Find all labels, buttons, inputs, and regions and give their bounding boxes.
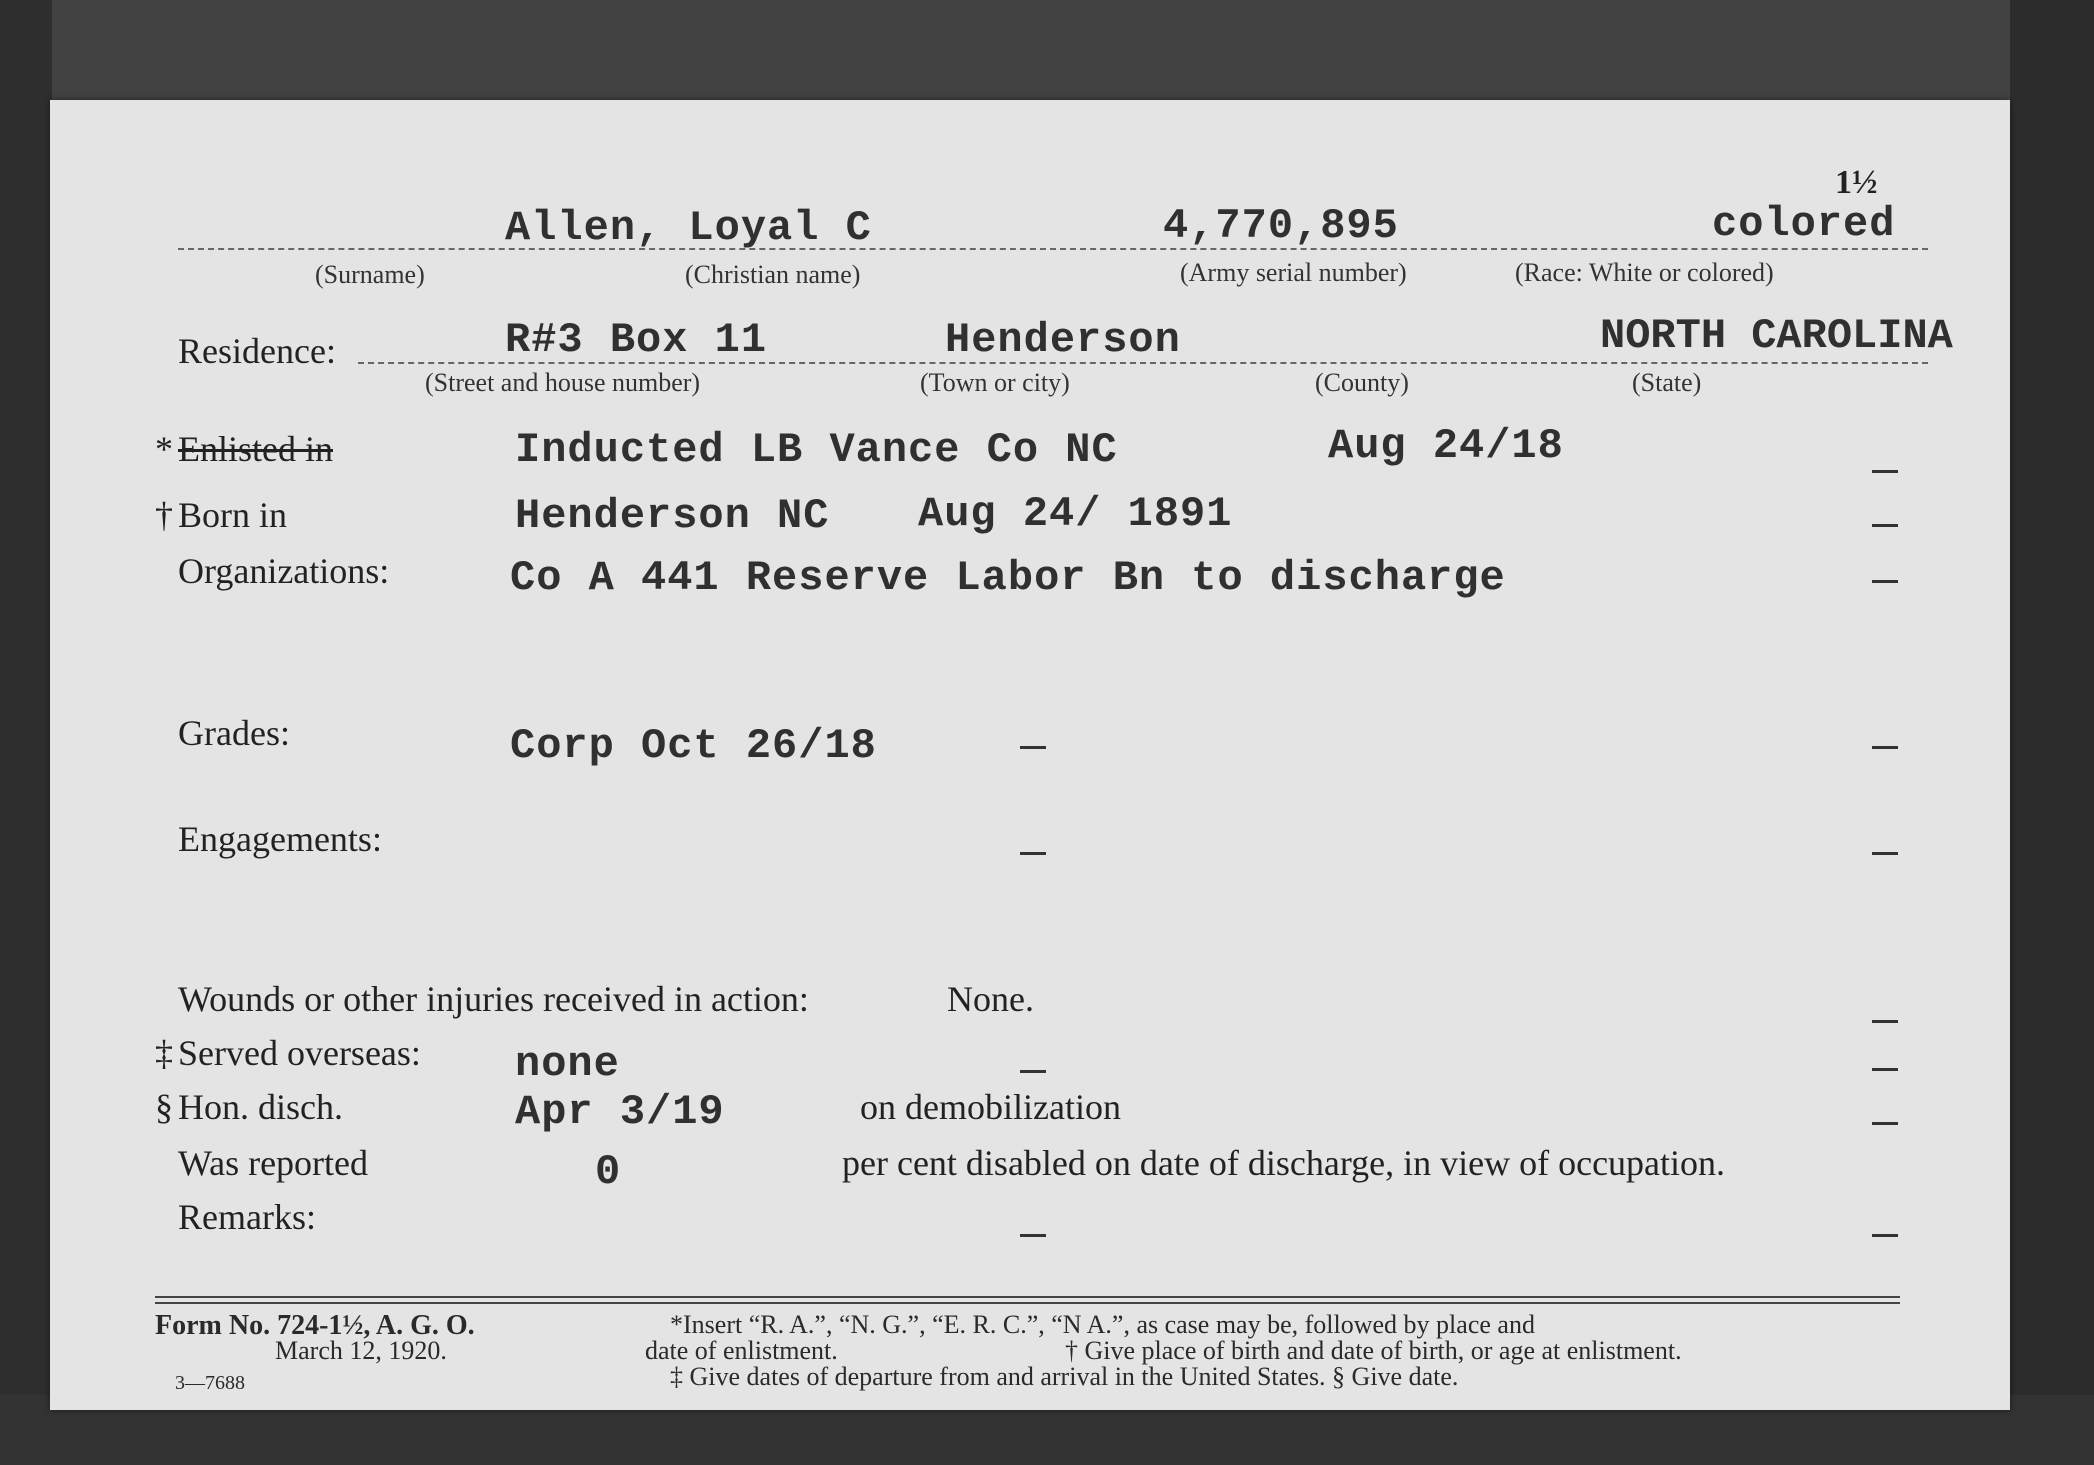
dash-remarks-mid — [1020, 1234, 1046, 1237]
grades-label: Grades: — [178, 713, 290, 753]
army-serial-number: 4,770,895 — [1163, 202, 1399, 250]
dash-engagements — [1872, 852, 1898, 855]
enlisted-label: Enlisted in — [178, 429, 333, 469]
fraction-mark: 1½ — [1835, 164, 1878, 201]
residence-state: NORTH CAROLINA — [1600, 312, 1953, 360]
dash-grades-mid — [1020, 746, 1046, 749]
hon-disch-reason: on demobilization — [860, 1087, 1121, 1127]
caption-christian-name: (Christian name) — [685, 260, 861, 289]
footnote-2b: † Give place of birth and date of birth, or age at enlistment. — [1065, 1336, 1682, 1365]
dash-overseas-2 — [1872, 1068, 1898, 1071]
dash-born — [1872, 524, 1898, 527]
born-date: Aug 24/ 1891 — [918, 490, 1233, 538]
born-mark: † — [155, 495, 173, 535]
enlisted-value: Inducted LB Vance Co NC — [515, 426, 1118, 474]
caption-surname: (Surname) — [315, 260, 425, 289]
reported-label: Was reported — [178, 1143, 369, 1183]
reported-value: 0 — [595, 1148, 622, 1196]
engagements-label: Engagements: — [178, 819, 382, 859]
overseas-label: Served overseas: — [178, 1033, 421, 1073]
dash-hon-disch — [1872, 1122, 1898, 1125]
grades-value: Corp Oct 26/18 — [510, 722, 877, 770]
footer-rule-2 — [155, 1302, 1900, 1304]
background-right — [2010, 0, 2094, 1465]
wounds-label: Wounds or other injuries received in action: — [178, 979, 809, 1019]
caption-county: (County) — [1315, 368, 1409, 397]
dash-overseas-mid — [1020, 1070, 1046, 1073]
born-place: Henderson NC — [515, 492, 830, 540]
caption-street: (Street and house number) — [425, 368, 701, 397]
form-date: March 12, 1920. — [275, 1336, 447, 1365]
footnote-2a: date of enlistment. — [645, 1336, 838, 1365]
print-code: 3—7688 — [175, 1372, 245, 1394]
overseas-value: none — [515, 1040, 620, 1088]
dash-engagements-mid — [1020, 852, 1046, 855]
wounds-value: None. — [947, 979, 1034, 1019]
caption-race: (Race: White or colored) — [1515, 258, 1774, 287]
dash-overseas — [1872, 1020, 1898, 1023]
caption-serial: (Army serial number) — [1180, 258, 1407, 287]
hon-disch-mark: § — [155, 1087, 173, 1127]
enlisted-date: Aug 24/18 — [1328, 422, 1564, 470]
hon-disch-date: Apr 3/19 — [515, 1088, 725, 1136]
organizations-label: Organizations: — [178, 551, 390, 591]
hon-disch-label: Hon. disch. — [178, 1087, 343, 1127]
remarks-label: Remarks: — [178, 1197, 316, 1237]
dash-grades — [1872, 746, 1898, 749]
born-label: Born in — [178, 495, 288, 535]
dash-enlisted — [1872, 470, 1898, 473]
dash-organizations — [1872, 580, 1898, 583]
dash-remarks — [1872, 1234, 1898, 1237]
footer-rule-1 — [155, 1296, 1900, 1298]
overseas-mark: ‡ — [155, 1033, 173, 1073]
header-dotted-line — [178, 248, 1928, 250]
footnote-3: ‡ Give dates of departure from and arrival in the United States. § Give date. — [670, 1362, 1459, 1391]
enlisted-mark: * — [155, 429, 173, 469]
caption-state: (State) — [1632, 368, 1702, 397]
background-top — [0, 0, 2094, 110]
residence-street: R#3 Box 11 — [505, 316, 768, 364]
form-number: Form No. 724-1½, A. G. O. — [155, 1310, 475, 1341]
residence-town: Henderson — [945, 316, 1181, 364]
service-record-card — [50, 100, 2010, 1410]
reported-text: per cent disabled on date of discharge, in view of occupation. — [842, 1143, 1726, 1183]
background-left — [0, 0, 52, 1465]
surname-christian-name: Allen, Loyal C — [505, 204, 872, 252]
footnote-1: *Insert “R. A.”, “N. G.”, “E. R. C.”, “N A.”, as case may be, followed by place and — [670, 1310, 1535, 1339]
organizations-value: Co A 441 Reserve Labor Bn to discharge — [510, 554, 1506, 602]
caption-town: (Town or city) — [920, 368, 1070, 397]
race-value: colored — [1712, 200, 1896, 248]
residence-label: Residence: — [178, 331, 336, 371]
